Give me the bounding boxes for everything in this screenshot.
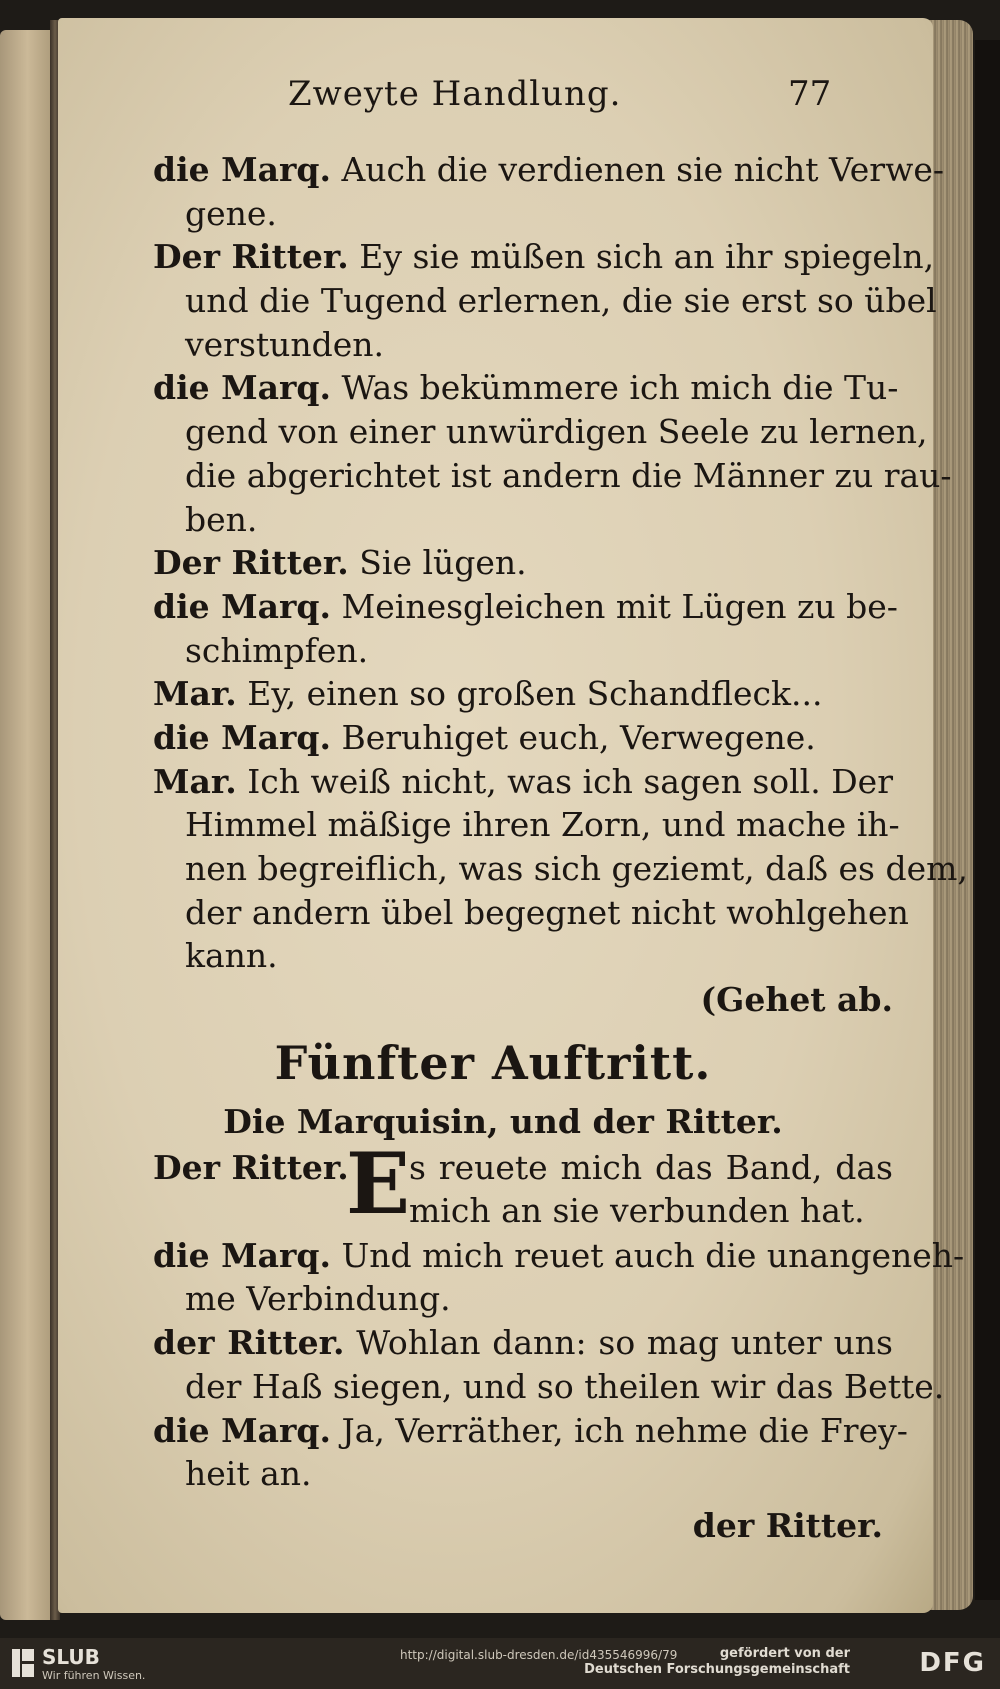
funding-note [584, 1646, 850, 1678]
page-number: 77 [788, 74, 832, 114]
text-line [153, 847, 968, 891]
speaker-name: die Marq. [153, 1235, 331, 1275]
speaker-name: die Marq. [153, 1410, 331, 1450]
line-text: Himmel mäßige ihren Zorn, und mache ih- [185, 805, 900, 845]
text-line [153, 934, 893, 978]
library-tagline: Wir führen Wissen. [42, 1669, 146, 1682]
line-text: heit an. [185, 1454, 312, 1494]
line-text: Auch die verdienen sie nicht Verwe- [341, 150, 944, 189]
speaker-name: Der Ritter. [153, 1147, 349, 1187]
text-line [153, 1409, 908, 1453]
text-line [153, 410, 928, 454]
line-text: Ich weiß nicht, was ich sagen soll. Der [247, 761, 893, 801]
text-line [153, 148, 944, 192]
exit-line [153, 978, 893, 1022]
text-line [153, 585, 898, 629]
line-text: Ey, einen so großen Schandfleck... [247, 674, 823, 714]
line-text: Sie lügen. [359, 543, 527, 583]
stage-direction: Die Marquisin, und der Ritter. [223, 1101, 783, 1141]
speaker-name: die Marq. [153, 150, 331, 189]
line-text: die abgerichtet ist andern die Männer zu rau- [185, 455, 952, 495]
text-line [153, 366, 899, 410]
text-line [153, 760, 893, 804]
line-text: Meinesgleichen mit Lügen zu be- [341, 586, 898, 626]
line-text: Beruhiget euch, Verwegene. [341, 717, 816, 757]
line-text: und die Tugend erlernen, die sie erst so übel [185, 281, 937, 321]
page-text [153, 148, 968, 1545]
slub-logo-icon [10, 1647, 36, 1679]
section-title: Fünfter Auftritt. [274, 1035, 712, 1090]
text-line [153, 235, 935, 279]
speech-line: mich an sie verbunden hat. [409, 1191, 865, 1231]
running-title: Zweyte Handlung. [288, 74, 622, 114]
text-line [153, 672, 893, 716]
book-page [58, 18, 968, 1613]
text-line [153, 1234, 965, 1278]
speech-line: s reuete mich das Band, das [409, 1147, 893, 1187]
dialogue-part-1 [153, 148, 968, 978]
line-text: Ey sie müßen sich an ihr spiegeln, [359, 237, 935, 277]
speaker-name: die Marq. [153, 368, 331, 408]
line-text: me Verbindung. [185, 1279, 451, 1319]
text-line [153, 192, 893, 236]
line-text: der andern übel begegnet nicht wohlgehen [185, 892, 909, 932]
speaker-name: die Marq. [153, 717, 331, 757]
line-text: nen begreiflich, was sich geziemt, daß es dem, [185, 849, 968, 888]
line-text: schimpfen. [185, 630, 369, 670]
line-text: der Haß siegen, und so theilen wir das Bette. [185, 1366, 945, 1406]
line-text: verstunden. [185, 324, 385, 364]
exit-direction: (Gehet ab. [700, 980, 893, 1020]
text-line [153, 1452, 893, 1496]
drop-cap: E [346, 1133, 411, 1233]
dialogue-part-2 [153, 1234, 965, 1496]
line-text: Was bekümmere ich mich die Tu- [341, 368, 899, 408]
line-text: gend von einer unwürdigen Seele zu lernen, [185, 412, 928, 452]
edge-shadow [975, 40, 1000, 1600]
library-name: SLUB [42, 1645, 100, 1669]
text-line [153, 629, 893, 673]
speaker-name: Der Ritter. [153, 237, 349, 277]
text-line [153, 454, 952, 498]
permalink[interactable]: http://digital.slub-dresden.de/id435546996/79 [400, 1648, 678, 1662]
text-line [153, 1277, 893, 1321]
viewer-footer [0, 1638, 1000, 1689]
line-text: Wohlan dann: so mag unter uns [356, 1323, 893, 1363]
speaker-name: der Ritter. [153, 1323, 345, 1363]
text-line [153, 1321, 893, 1365]
speaker-name: Mar. [153, 761, 237, 801]
speaker-name: die Marq. [153, 586, 331, 626]
line-text: gene. [185, 193, 277, 233]
catchword: der Ritter. [692, 1505, 883, 1545]
funding-line-1: gefördert von der [719, 1646, 850, 1661]
dfg-logo: DFG [919, 1648, 986, 1678]
catchword-line [153, 1496, 893, 1545]
text-line [153, 541, 893, 585]
text-line [153, 716, 893, 760]
text-line [153, 498, 893, 542]
speaker-name: Mar. [153, 674, 237, 714]
text-line [153, 1365, 945, 1409]
text-line [153, 279, 937, 323]
funding-line-2: Deutschen Forschungsgemeinschaft [584, 1662, 850, 1677]
line-text: Ja, Verräther, ich nehme die Frey- [341, 1410, 908, 1450]
initial-speech [153, 1133, 893, 1234]
speaker-name: Der Ritter. [153, 543, 349, 583]
text-line [153, 323, 893, 367]
text-line [153, 891, 909, 935]
line-text: Und mich reuet auch die unangeneh- [341, 1235, 965, 1275]
text-line [153, 803, 900, 847]
line-text: kann. [185, 936, 278, 976]
left-page-edge [0, 30, 55, 1620]
line-text: ben. [185, 499, 258, 539]
page-header [58, 74, 933, 124]
